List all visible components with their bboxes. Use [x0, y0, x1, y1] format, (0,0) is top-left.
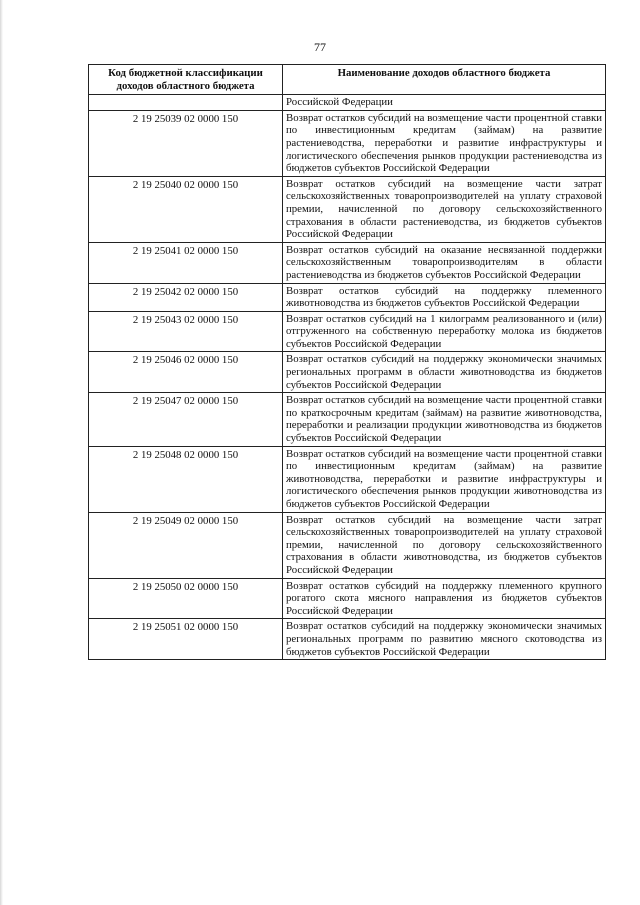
table-row — [89, 110, 606, 176]
row-code: 2 19 25046 02 0000 150 — [89, 352, 283, 393]
header-code-column: Код бюджетной классификации доходов областного бюджета — [89, 65, 283, 95]
row-name: Возврат остатков субсидий на оказание несвязанной поддержки сельскохозяйственным товаропроизводителям в области растениеводства из бюджетов субъектов Российской Федерации — [283, 242, 606, 283]
table-row — [89, 578, 606, 619]
row-name: Возврат остатков субсидий на поддержку экономически значимых региональных программ в области животноводства из бюджетов субъектов Российской Федерации — [283, 352, 606, 393]
row-name: Российской Федерации — [283, 95, 606, 111]
row-code: 2 19 25042 02 0000 150 — [89, 283, 283, 311]
row-code: 2 19 25050 02 0000 150 — [89, 578, 283, 619]
row-code — [89, 95, 283, 111]
row-code: 2 19 25048 02 0000 150 — [89, 446, 283, 512]
table-row — [89, 176, 606, 242]
row-code: 2 19 25047 02 0000 150 — [89, 393, 283, 446]
row-name: Возврат остатков субсидий на поддержку племенного животноводства из бюджетов субъектов Российской Федерации — [283, 283, 606, 311]
row-name: Возврат остатков субсидий на возмещение части затрат сельскохозяйственных товаропроизводителей на уплату страховой премии, начисленной по договору сельскохозяйственного страхования в области животноводства, из бюджетов субъектов Российской Федерации — [283, 512, 606, 578]
row-code: 2 19 25041 02 0000 150 — [89, 242, 283, 283]
table-row — [89, 619, 606, 660]
row-code: 2 19 25051 02 0000 150 — [89, 619, 283, 660]
scan-edge-shadow — [0, 0, 3, 905]
table-row — [89, 283, 606, 311]
row-code: 2 19 25043 02 0000 150 — [89, 311, 283, 352]
table-row — [89, 393, 606, 446]
row-code: 2 19 25040 02 0000 150 — [89, 176, 283, 242]
row-name: Возврат остатков субсидий на возмещение части процентной ставки по краткосрочным кредитам (займам) на развитие животноводства, переработки и реализации продукции животноводства из бюджетов субъектов Российской Федерации — [283, 393, 606, 446]
row-name: Возврат остатков субсидий на возмещение части процентной ставки по инвестиционным кредитам (займам) на развитие растениеводства, переработки и развитие инфраструктуры и логистического обеспечения рынков продукции растениеводства из бюджетов субъектов Российской Федерации — [283, 110, 606, 176]
row-name: Возврат остатков субсидий на 1 килограмм реализованного и (или) отгруженного на собственную переработку молока из бюджетов субъектов Российской Федерации — [283, 311, 606, 352]
header-name-column: Наименование доходов областного бюджета — [283, 65, 606, 95]
row-name: Возврат остатков субсидий на поддержку племенного крупного рогатого скота мясного направления из бюджетов субъектов Российской Федерации — [283, 578, 606, 619]
table-row — [89, 311, 606, 352]
table-header-row — [89, 65, 606, 95]
row-name: Возврат остатков субсидий на возмещение части процентной ставки по инвестиционным кредитам (займам) на развитие животноводства, переработки и развитие инфраструктуры и логистического обеспечения рынков продукции животноводства из бюджетов субъектов Российской Федерации — [283, 446, 606, 512]
row-code: 2 19 25049 02 0000 150 — [89, 512, 283, 578]
row-name: Возврат остатков субсидий на поддержку экономически значимых региональных программ по развитию мясного скотоводства из бюджетов субъектов Российской Федерации — [283, 619, 606, 660]
table-row — [89, 512, 606, 578]
row-code: 2 19 25039 02 0000 150 — [89, 110, 283, 176]
row-name: Возврат остатков субсидий на возмещение части затрат сельскохозяйственных товаропроизводителей на уплату страховой премии, начисленной по договору сельскохозяйственного страхования в области растениеводства, из бюджетов субъектов Российской Федерации — [283, 176, 606, 242]
budget-classification-table — [88, 64, 606, 660]
table-row — [89, 352, 606, 393]
table-row — [89, 446, 606, 512]
table-row — [89, 242, 606, 283]
page-number: 77 — [314, 40, 326, 54]
table-row — [89, 95, 606, 111]
